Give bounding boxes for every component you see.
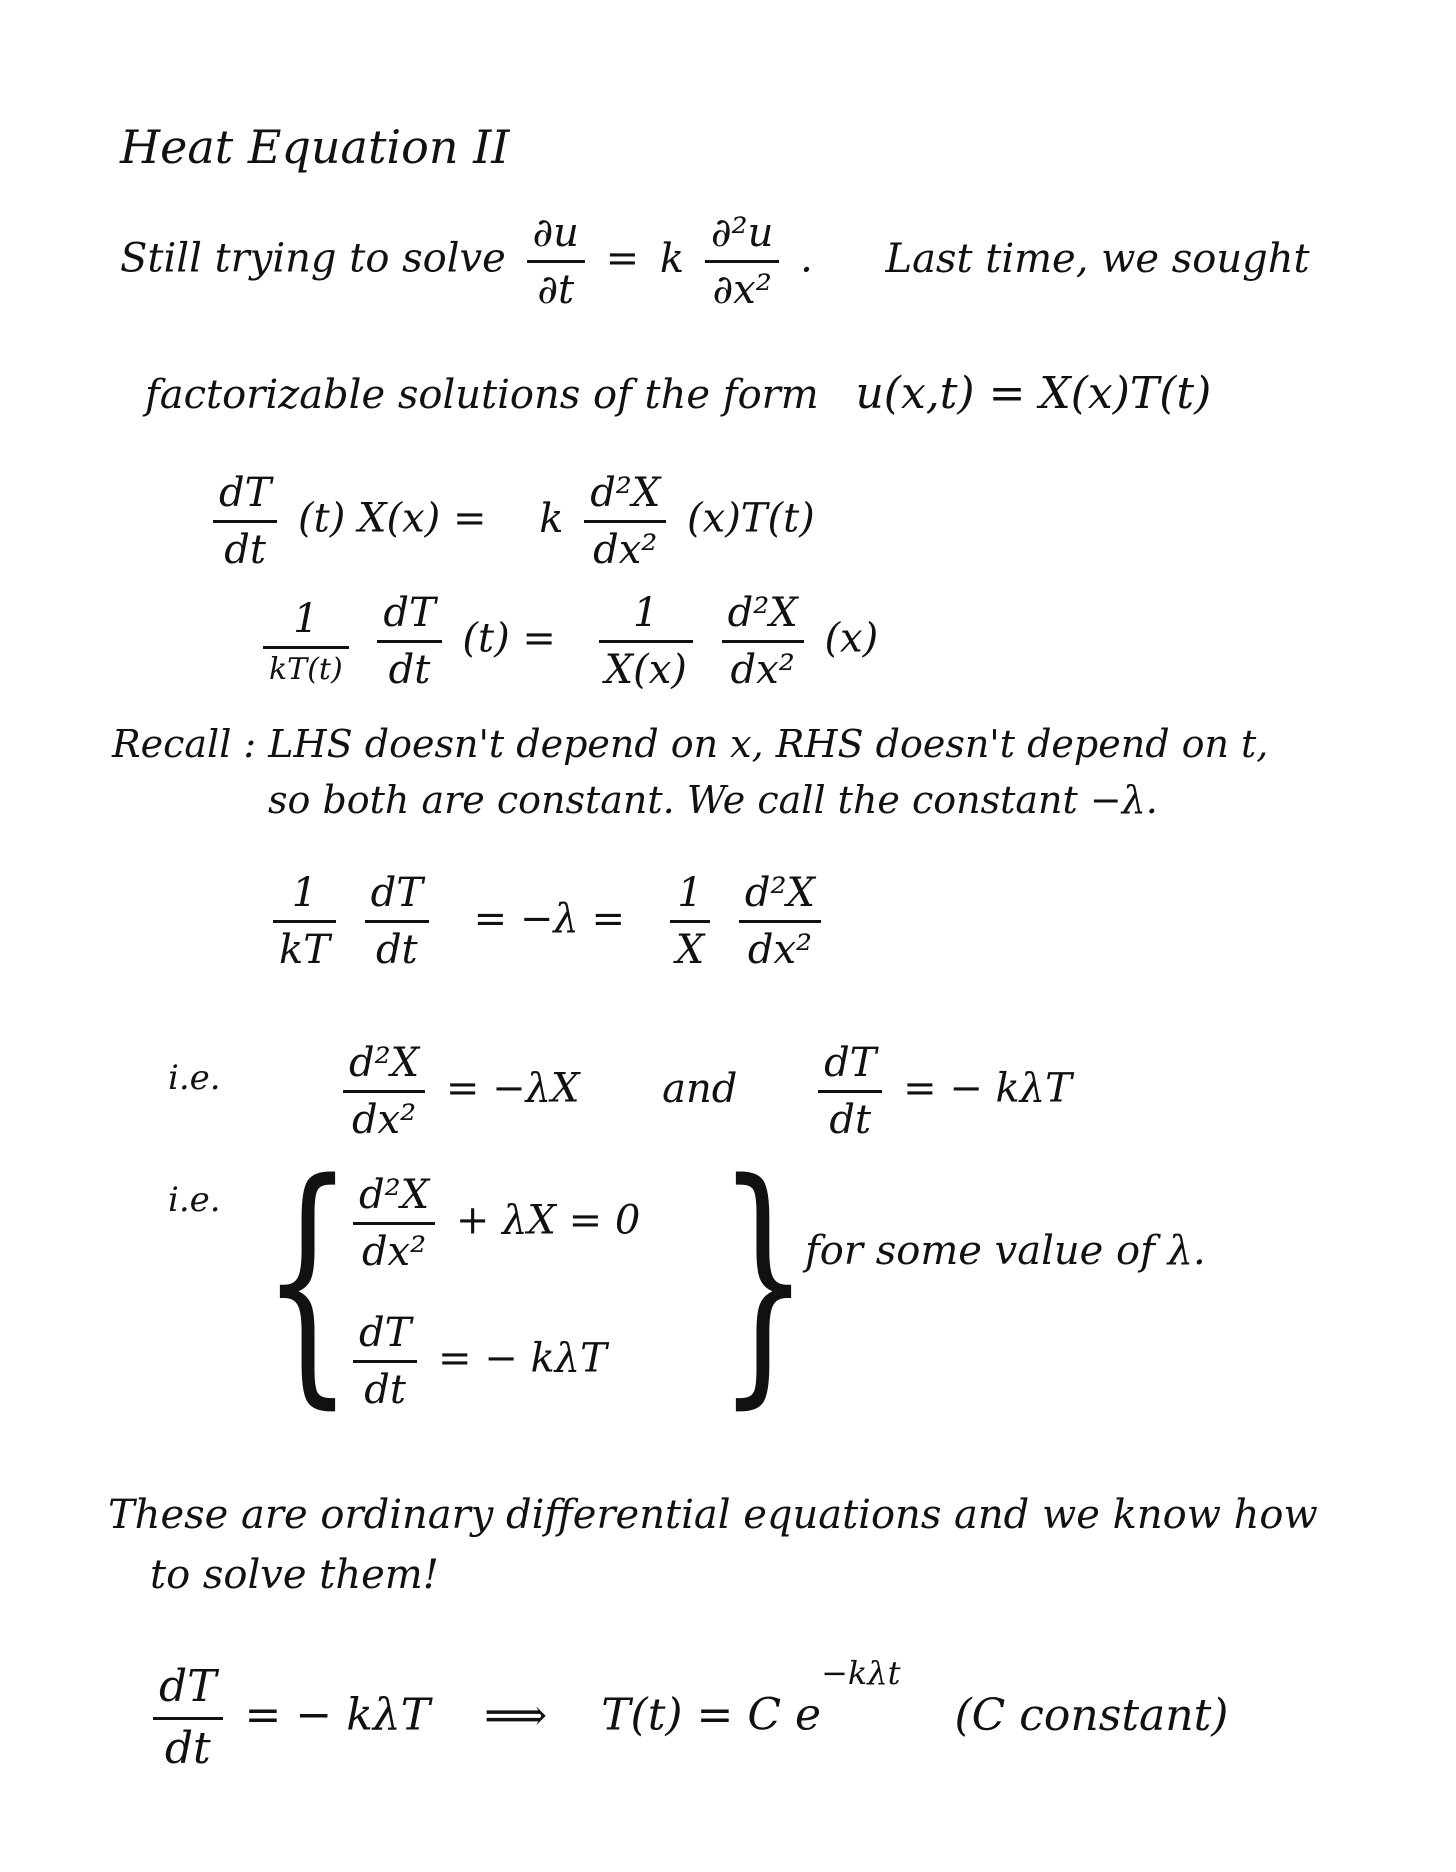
equation-2 [255,590,878,693]
fraction-bar [365,920,429,923]
ie2-equation-b [345,1310,607,1413]
eq3-a-num: 1 [291,870,318,916]
pde-lhs-fraction [527,210,585,313]
pde-rhs-num: ∂²u [710,210,774,256]
eq3-b-num: dT [370,870,423,916]
eq3-d-num: d²X [744,870,816,916]
fraction-bar [353,1360,417,1363]
eq3-mid: = −λ = [473,895,625,942]
right-brace: } [718,1129,809,1431]
fraction-bar [599,640,693,643]
fraction-bar [343,1090,425,1093]
fraction-bar [722,640,804,643]
ie-label-2: i.e. [168,1180,221,1220]
intro-line-2-text: factorizable solutions of the form [145,372,819,418]
eq2-d-rest: (x) [824,615,879,662]
final-equation [145,1653,1229,1774]
eq3-c-num: 1 [677,870,703,916]
pde-k: k [659,235,685,282]
ie-equations-1 [335,1040,1072,1143]
ie1-a-fraction [343,1040,425,1143]
final-exponent: −kλt [821,1653,901,1692]
pde-equals: = [605,235,640,282]
pde-lhs-den: ∂t [537,267,575,313]
eq1-rhs-fraction [584,470,666,573]
pde-rhs-den: ∂x² [712,267,772,313]
recall-line-1: Recall : LHS doesn't depend on x, RHS doesn't depend on t, [112,722,1269,766]
recall-line-2: so both are constant. We call the constant −λ. [268,778,1158,822]
eq2-b-fraction [377,590,441,693]
eq2-c-den: X(x) [604,647,687,693]
fraction-bar [153,1717,223,1720]
equation-3 [265,870,829,973]
ie2-b-num: dT [359,1310,412,1356]
eq2-c-num: 1 [633,590,659,636]
fraction-bar [670,920,710,923]
fraction-bar [377,640,441,643]
fraction-bar [584,520,666,523]
ie1-a-den: dx² [351,1097,417,1143]
eq1-lhs-den: dt [224,527,266,573]
eq1-rhs-rest: (x)T(t) [687,495,815,542]
eq2-b-num: dT [383,590,436,636]
intro-text-b: Last time, we sought [885,235,1310,282]
fraction-bar [527,260,585,263]
ie1-b-den: dt [829,1097,872,1143]
eq2-d-fraction [722,590,804,693]
ie2-a-fraction [353,1172,435,1275]
factorized-form: u(x,t) = X(x)T(t) [855,368,1212,419]
eq2-a-num: 1 [293,595,319,642]
page-title: Heat Equation II [120,120,510,174]
eq3-c-fraction [670,870,710,973]
intro-text-a: Still trying to solve [120,235,506,282]
fraction-bar [273,920,336,923]
ie1-and: and [662,1065,738,1112]
eq3-c-den: X [675,927,705,973]
pde-lhs-num: ∂u [532,210,579,256]
eq1-rhs-den: dx² [593,527,658,573]
eq1-lhs-fraction [213,470,277,573]
fraction-bar [705,260,779,263]
equation-1 [205,470,815,573]
ie2-b-rest: = − kλT [438,1335,607,1382]
eq3-b-fraction [365,870,429,973]
ie1-b-rest: = − kλT [903,1065,1072,1112]
pde-rhs-fraction [705,210,779,313]
final-rest: = − kλT [244,1689,431,1741]
eq2-d-num: d²X [727,590,798,636]
ode-line-1: These are ordinary differential equations and we know how [108,1492,1318,1538]
final-fraction [153,1662,223,1774]
eq2-a-den: kT(t) [269,651,343,687]
eq2-a-fraction [263,596,349,688]
eq3-d-den: dx² [747,927,813,973]
final-solution: T(t) = C e [601,1689,822,1741]
eq3-b-den: dt [375,927,418,973]
eq1-k: k [539,495,564,542]
fraction-bar [739,920,821,923]
intro-line-1 [120,210,1310,313]
eq2-b-den: dt [388,647,431,693]
fraction-bar [263,646,349,649]
ie2-b-fraction [353,1310,417,1413]
left-brace: { [262,1129,353,1431]
eq1-lhs-rest: (t) X(x) = [298,495,487,542]
ie-label-1: i.e. [168,1058,221,1098]
ie2-a-rest: + λX = 0 [455,1197,641,1244]
ie1-a-num: d²X [349,1040,420,1086]
ie1-b-fraction [818,1040,882,1143]
pde-period: . [800,235,813,282]
eq2-d-den: dx² [730,647,795,693]
implies-arrow: ⟹ [484,1689,548,1741]
eq2-c-fraction [599,590,693,693]
ode-line-2: to solve them! [150,1552,439,1598]
ie2-a-den: dx² [361,1229,427,1275]
final-num: dT [159,1661,217,1712]
final-den: dt [164,1722,211,1774]
eq2-b-rest: (t) = [462,615,556,662]
eq3-d-fraction [739,870,821,973]
ie1-b-num: dT [824,1040,877,1086]
ie2-equation-a [345,1172,640,1275]
ie2-a-num: d²X [359,1172,430,1218]
ie1-a-rest: = −λX [445,1065,580,1112]
eq3-a-den: kT [279,927,330,973]
fraction-bar [818,1090,882,1093]
intro-line-2 [145,368,1211,419]
eq3-a-fraction [273,870,336,973]
fraction-bar [353,1222,435,1225]
final-note: (C constant) [954,1689,1229,1741]
ie2-b-den: dt [364,1367,406,1413]
eq1-rhs-num: d²X [590,470,661,516]
fraction-bar [213,520,277,523]
ie2-note: for some value of λ. [805,1228,1206,1274]
eq1-lhs-num: dT [219,470,272,516]
